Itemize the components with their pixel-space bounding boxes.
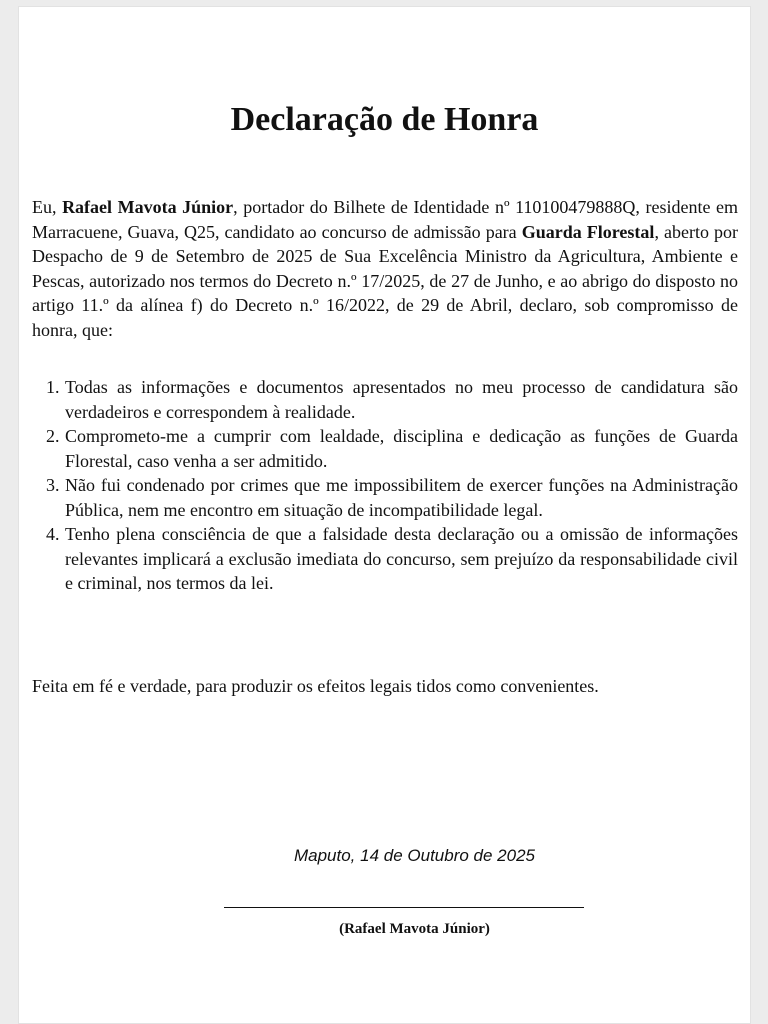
intro-text-2: , portador do Bilhete de Identidade nº 110100479888Q, residente em Marracuene, Guava, Q25, candidato ao concurso de admissão para [32,197,739,242]
document-page [18,6,751,1024]
closing-statement: Feita em fé e verdade, para produzir os efeitos legais tidos como convenientes. [32,676,599,696]
signature-name: (Rafael Mavota Júnior) [339,921,490,937]
list-item-text: Não fui condenado por crimes que me impossibilitem de exercer funções na Administração Pública, nem me encontro em situação de incompatibilidade legal. [65,475,738,520]
list-item-number: 4. [46,524,60,544]
list-item [32,375,738,424]
list-item-number: 3. [46,475,60,495]
list-item-text: Tenho plena consciência de que a falsidade desta declaração ou a omissão de informações relevantes implicará a exclusão imediata do concurso, sem prejuízo da responsabilidade civil e criminal, nos termos da lei. [65,524,738,593]
declarant-name: Rafael Mavota Júnior [62,197,234,217]
intro-paragraph [32,195,738,342]
list-item [32,473,738,522]
list-item-text: Comprometo-me a cumprir com lealdade, disciplina e dedicação as funções de Guarda Florestal, caso venha a ser admitido. [65,426,738,471]
declaration-list [32,375,738,596]
signature-line [224,907,584,908]
list-item [32,522,738,596]
document-title: Declaração de Honra [230,101,539,138]
intro-text-1: Eu, [32,197,63,217]
list-item-number: 2. [46,426,60,446]
position-name: Guarda Florestal [521,221,655,242]
intro-text-3: , aberto por Despacho de 9 de Setembro de 2025 de Sua Excelência Ministro da Agricultura, Ambiente e Pescas, autorizado nos termos do Decreto n.º 17/2025, de 27 de Junho, e ao abrigo do disposto no artigo 11.º da alínea f) do Decreto n.º 16/2022, de 29 de Abril, declaro, sob compromisso de honra, que: [32,221,738,340]
place-and-date: Maputo, 14 de Outubro de 2025 [293,846,535,865]
list-item-text: Todas as informações e documentos apresentados no meu processo de candidatura são verdadeiros e correspondem à realidade. [65,377,738,422]
list-item [32,424,738,473]
list-item-number: 1. [46,377,60,397]
